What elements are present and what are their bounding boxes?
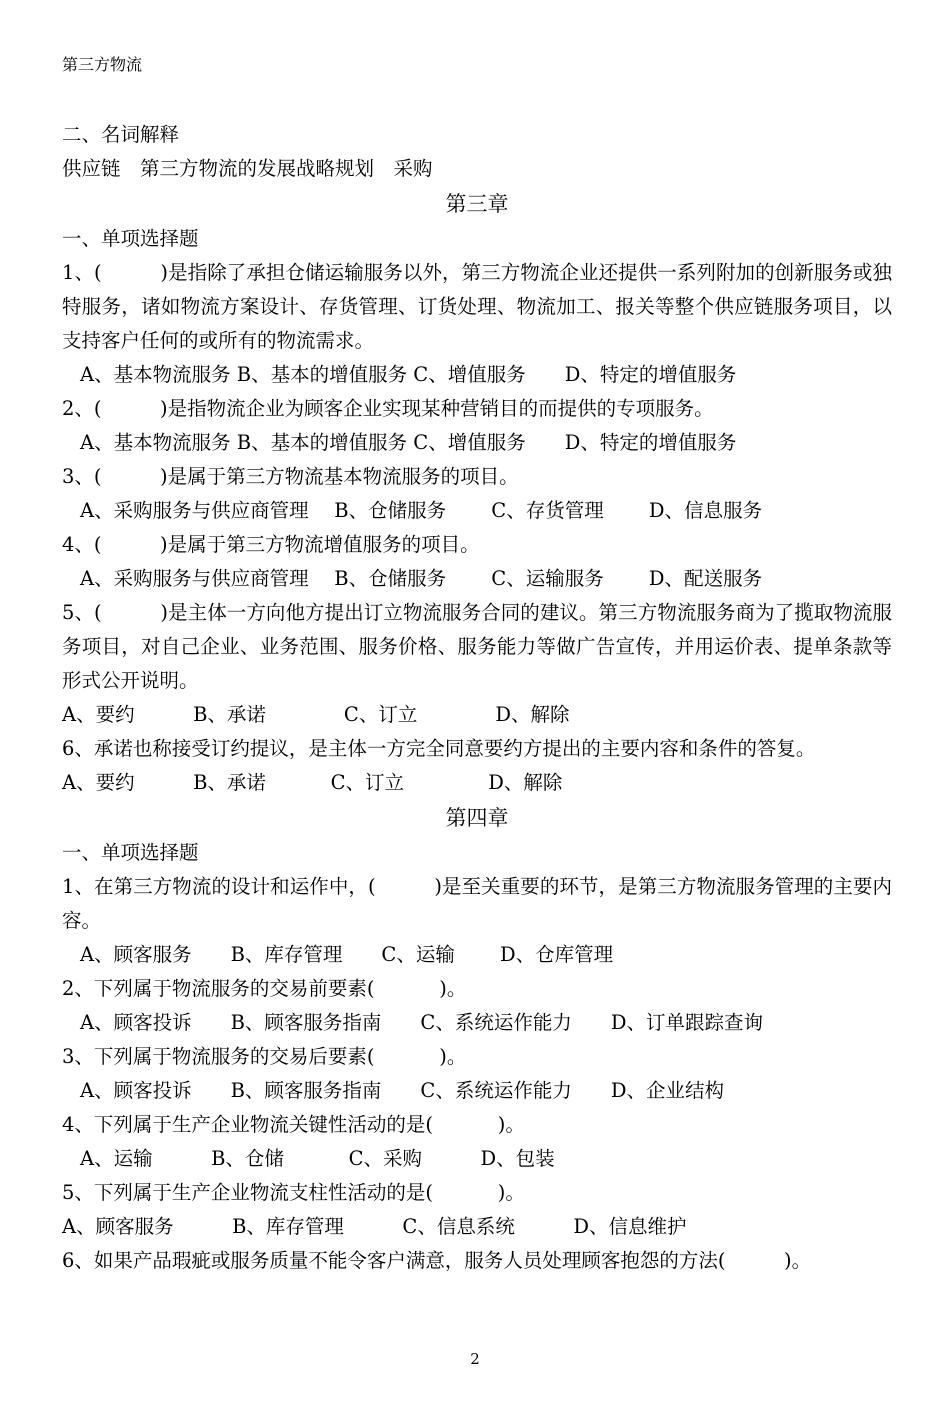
question-5: 5、( )是主体一方向他方提出订立物流服务合同的建议。第三方物流服务商为了揽取物流服务项目，对自己企业、业务范围、服务价格、服务能力等做广告宣传，并用运价表、提单条款等形式公开说明。: [62, 601, 892, 692]
options-5: A、要约 B、承诺 C、订立 D、解除: [62, 703, 570, 726]
question-5: 5、下列属于生产企业物流支柱性活动的是( )。: [62, 1181, 525, 1204]
page-body: [62, 118, 892, 1278]
question-4: 4、( )是属于第三方物流增值服务的项目。: [62, 533, 480, 556]
options-3: A、采购服务与供应商管理 B、仓储服务 C、存货管理 D、信息服务: [80, 499, 763, 522]
question-3: 3、( )是属于第三方物流基本物流服务的项目。: [62, 465, 519, 488]
options-3: A、顾客投诉 B、顾客服务指南 C、系统运作能力 D、企业结构: [80, 1079, 724, 1102]
section-title: 二、名词解释: [62, 123, 180, 146]
page-number: 2: [470, 1350, 480, 1368]
options-1: A、基本物流服务 B、基本的增值服务 C、增值服务 D、特定的增值服务: [80, 363, 737, 386]
question-1: 1、在第三方物流的设计和运作中，( )是至关重要的环节，是第三方物流服务管理的主要内容。: [62, 875, 892, 932]
options-1: A、顾客服务 B、库存管理 C、运输 D、仓库管理: [80, 943, 614, 966]
question-2: 2、下列属于物流服务的交易前要素( )。: [62, 977, 467, 1000]
question-1: 1、( )是指除了承担仓储运输服务以外，第三方物流企业还提供一系列附加的创新服务或独特服务，诸如物流方案设计、存货管理、订货处理、物流加工、报关等整个供应链服务项目，以支持客户任何的或所有的物流需求。: [62, 261, 892, 352]
question-2: 2、( )是指物流企业为顾客企业实现某种营销目的而提供的专项服务。: [62, 397, 714, 420]
options-5: A、顾客服务 B、库存管理 C、信息系统 D、信息维护: [62, 1215, 687, 1238]
question-3: 3、下列属于物流服务的交易后要素( )。: [62, 1045, 467, 1068]
terms-line: 供应链 第三方物流的发展战略规划 采购: [62, 157, 433, 180]
question-4: 4、下列属于生产企业物流关键性活动的是( )。: [62, 1113, 525, 1136]
section-title: 一、单项选择题: [62, 841, 199, 864]
options-2: A、顾客投诉 B、顾客服务指南 C、系统运作能力 D、订单跟踪查询: [80, 1011, 763, 1034]
running-header: 第三方物流: [62, 55, 143, 74]
question-6: 6、承诺也称接受订约提议，是主体一方完全同意要约方提出的主要内容和条件的答复。: [62, 737, 816, 760]
chapter-4-title: 第四章: [445, 806, 509, 830]
options-6: A、要约 B、承诺 C、订立 D、解除: [62, 771, 563, 794]
section-title: 一、单项选择题: [62, 227, 199, 250]
options-4: A、采购服务与供应商管理 B、仓储服务 C、运输服务 D、配送服务: [80, 567, 763, 590]
question-6: 6、如果产品瑕疵或服务质量不能令客户满意，服务人员处理顾客抱怨的方法( )。: [62, 1249, 812, 1272]
options-2: A、基本物流服务 B、基本的增值服务 C、增值服务 D、特定的增值服务: [80, 431, 737, 454]
chapter-3-title: 第三章: [445, 192, 509, 216]
options-4: A、运输 B、仓储 C、采购 D、包装: [80, 1147, 555, 1170]
